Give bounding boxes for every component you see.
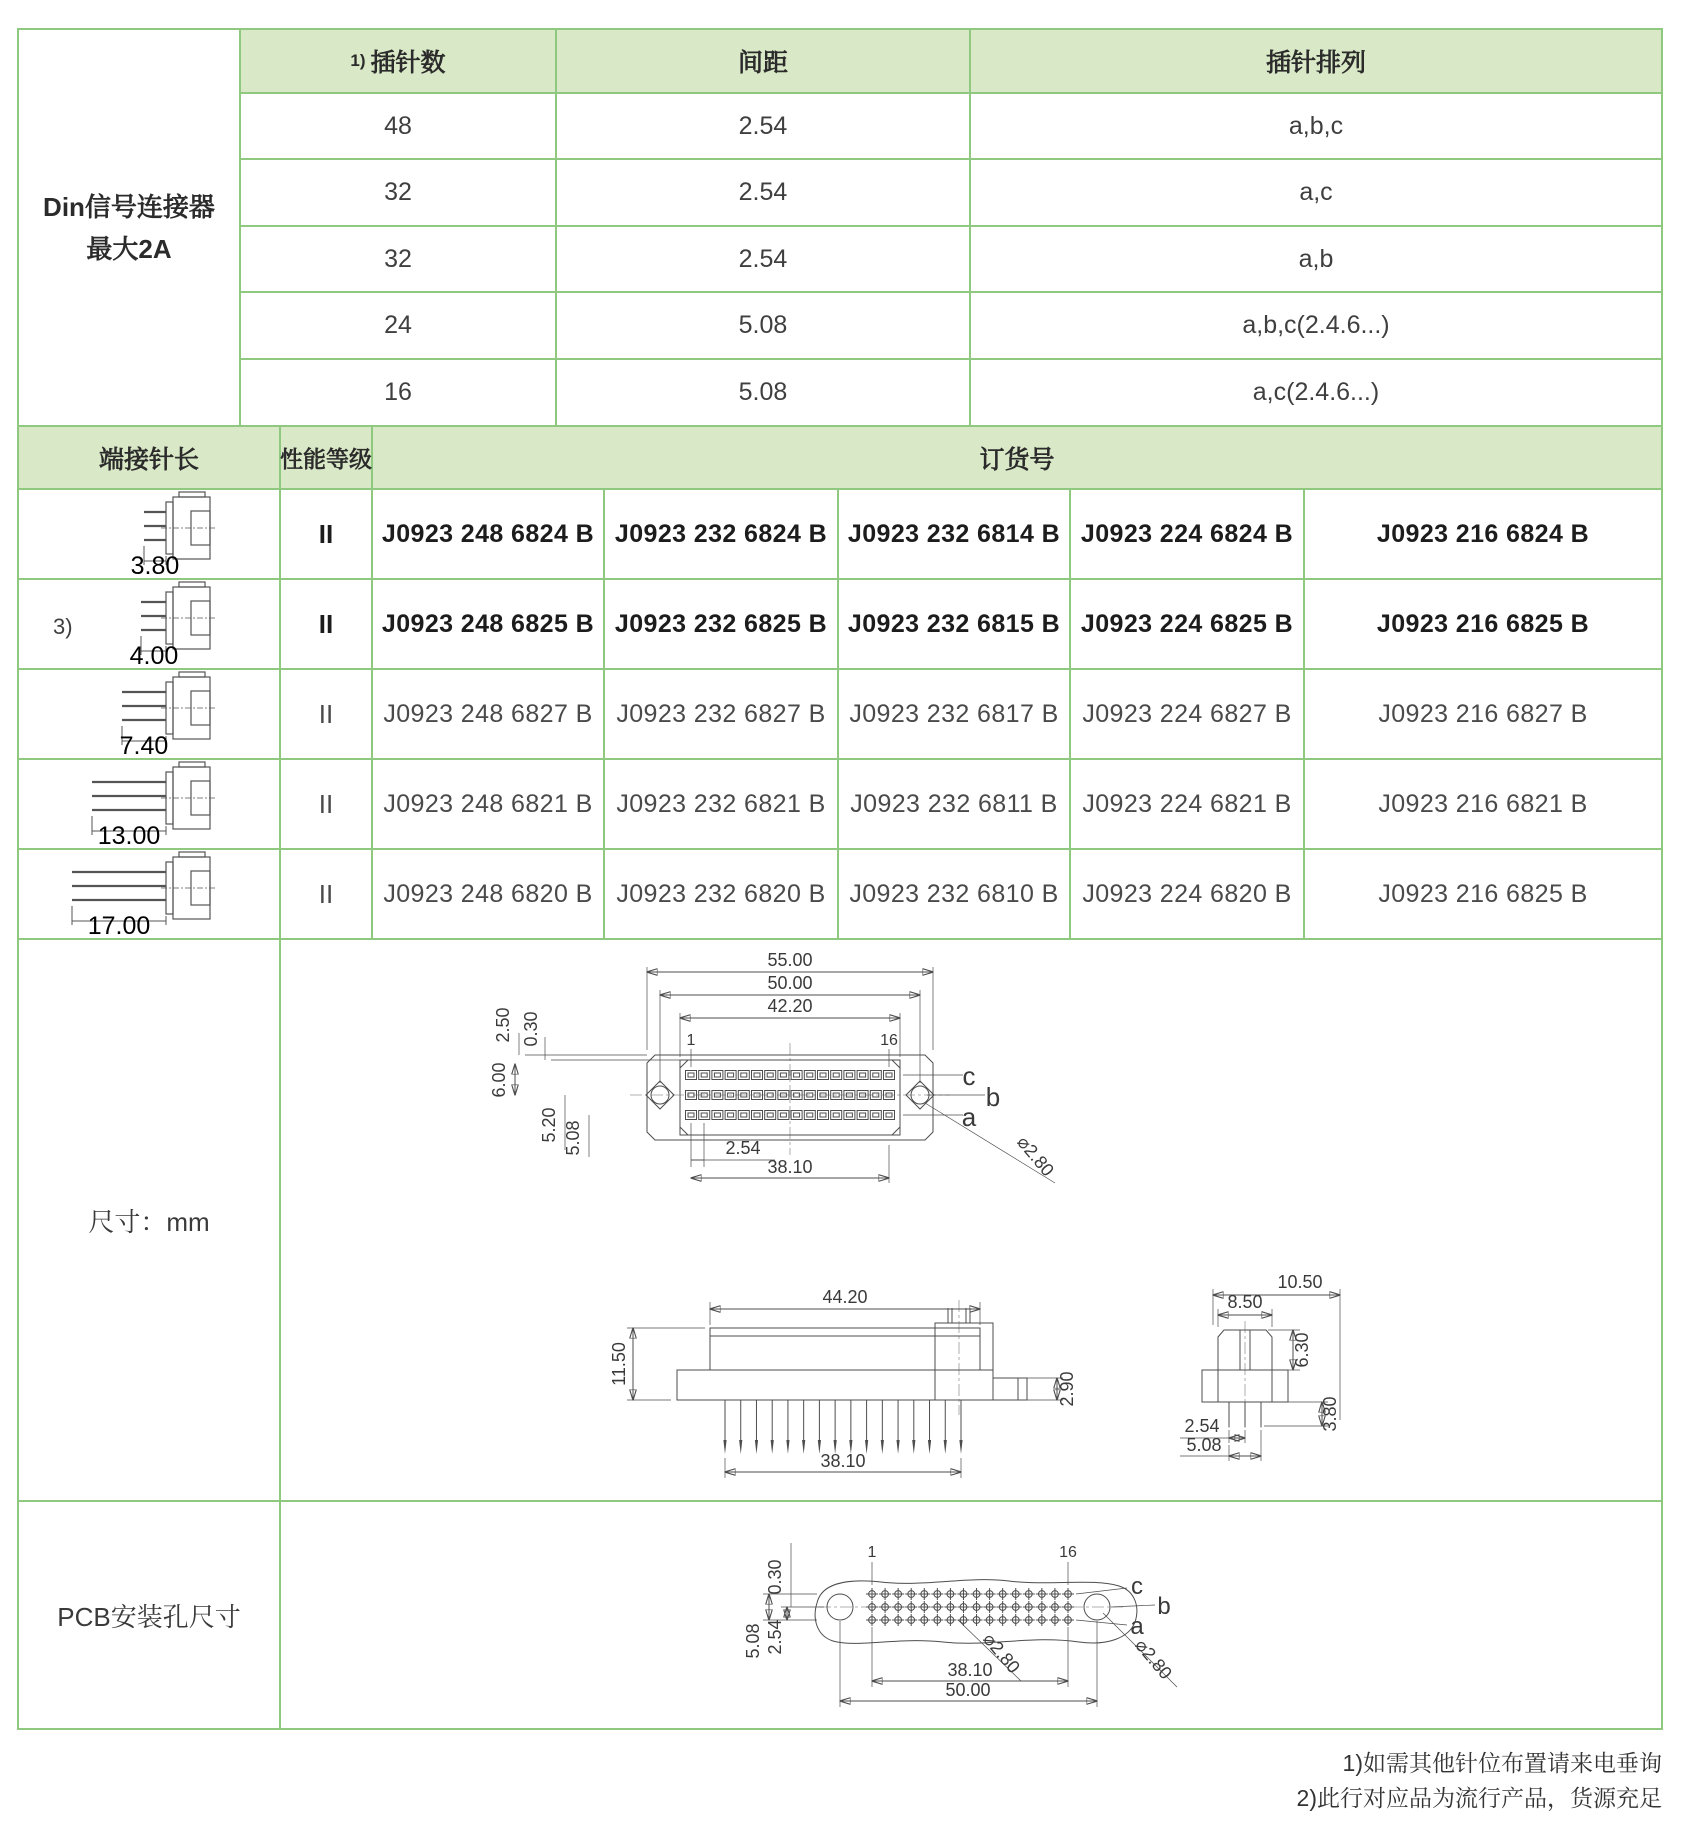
order-number-cell: J0923 224 6821 B <box>1071 760 1303 848</box>
pin-16-label: 16 <box>880 1032 898 1049</box>
pin-length-dim: 7.40 <box>119 732 169 758</box>
header-pin-count <box>241 30 555 92</box>
pin-count-cell: 48 <box>241 94 555 158</box>
grade-cell: II <box>281 670 371 758</box>
order-number-cell: J0923 232 6810 B <box>839 850 1069 938</box>
pcb-section <box>19 1502 1661 1728</box>
dim-50-00: 50.00 <box>945 1680 991 1700</box>
order-number-cell: J0923 248 6825 B <box>373 580 603 668</box>
order-number-cell: J0923 232 6821 B <box>605 760 837 848</box>
grade-cell: II <box>281 490 371 578</box>
row-b-label: b <box>1157 1593 1171 1620</box>
dim-6-30: 6.30 <box>1292 1332 1312 1368</box>
dim-5-08: 5.08 <box>1186 1435 1222 1455</box>
arrangement-cell: a,c <box>971 160 1661 225</box>
order-number-cell: J0923 216 6825 B <box>1305 580 1661 668</box>
pitch-cell: 5.08 <box>557 360 969 425</box>
arrangement-cell: a,c(2.4.6...) <box>971 360 1661 425</box>
order-number-cell: J0923 216 6821 B <box>1305 760 1661 848</box>
order-number-cell: J0923 248 6827 B <box>373 670 603 758</box>
footnote-ref-1: 1) <box>350 51 366 70</box>
pin-count-section <box>19 30 1661 425</box>
grade-cell: II <box>281 580 371 668</box>
dim-2-50: 2.50 <box>493 1007 513 1043</box>
order-number-cell: J0923 224 6827 B <box>1071 670 1303 758</box>
dim-dia-2-80: ⌀2.80 <box>1131 1635 1177 1684</box>
order-number-cell: J0923 224 6825 B <box>1071 580 1303 668</box>
dim-38-10: 38.10 <box>767 1157 813 1177</box>
pin-count-cell: 32 <box>241 227 555 291</box>
footnote-1: 1)如需其他针位布置请来电垂询 <box>1342 1750 1662 1776</box>
dim-2-54: 2.54 <box>725 1138 761 1158</box>
dim-5-20: 5.20 <box>539 1107 559 1143</box>
header-pin-count-label: 插针数 <box>370 49 446 77</box>
pitch-cell: 5.08 <box>557 293 969 358</box>
dim-3-80: 3.80 <box>1320 1396 1340 1432</box>
pitch-cell: 2.54 <box>557 227 969 291</box>
row-b-label: b <box>985 1082 1001 1112</box>
dimension-drawings <box>281 940 1661 1500</box>
order-number-cell: J0923 216 6824 B <box>1305 490 1661 578</box>
order-number-cell: J0923 232 6817 B <box>839 670 1069 758</box>
grade-cell: II <box>281 850 371 938</box>
order-number-cell: J0923 224 6820 B <box>1071 850 1303 938</box>
header-grade: 性能等级 <box>281 427 371 488</box>
header-pin-length: 端接针长 <box>19 427 279 488</box>
grade-cell: II <box>281 760 371 848</box>
end-view-drawing <box>1150 1272 1470 1475</box>
order-number-cell: J0923 248 6821 B <box>373 760 603 848</box>
pin-length-cell <box>19 670 279 758</box>
front-view-drawing <box>489 945 1115 1200</box>
dim-11-50: 11.50 <box>609 1342 629 1386</box>
pin-length-cell <box>19 490 279 578</box>
pitch-cell: 2.54 <box>557 94 969 158</box>
datasheet-table <box>17 28 1663 1730</box>
dim-dia-2-80: ⌀2.80 <box>1013 1132 1059 1181</box>
row-a-label: a <box>1130 1613 1144 1640</box>
order-number-cell: J0923 224 6824 B <box>1071 490 1303 578</box>
arrangement-cell: a,b,c <box>971 94 1661 158</box>
side-view-drawing <box>605 1287 1105 1490</box>
order-number-cell: J0923 232 6825 B <box>605 580 837 668</box>
header-order-number: 订货号 <box>373 427 1661 488</box>
order-number-cell: J0923 248 6824 B <box>373 490 603 578</box>
row-c-label: c <box>962 1061 976 1091</box>
pcb-label: PCB安装孔尺寸 <box>19 1502 279 1728</box>
pin-1-label: 1 <box>686 1032 696 1049</box>
connector-pin-icon <box>64 580 234 668</box>
dimensions-section <box>19 940 1661 1500</box>
pcb-drawing-cell <box>281 1502 1661 1728</box>
dim-38-10: 38.10 <box>820 1451 866 1471</box>
pin-length-dim: 4.00 <box>129 642 179 668</box>
row-a-label: a <box>961 1102 977 1132</box>
pin-length-dim: 13.00 <box>97 822 161 848</box>
order-number-cell: J0923 216 6827 B <box>1305 670 1661 758</box>
pin-count-cell: 32 <box>241 160 555 225</box>
pin-length-dim: 3.80 <box>130 552 180 578</box>
pin-16-label: 16 <box>1059 1544 1077 1561</box>
pin-1-label: 1 <box>867 1544 877 1561</box>
family-label <box>19 30 239 425</box>
pin-length-cell <box>19 850 279 938</box>
order-number-cell: J0923 232 6824 B <box>605 490 837 578</box>
dim-0-30: 0.30 <box>765 1559 785 1595</box>
arrangement-cell: a,b,c(2.4.6...) <box>971 293 1661 358</box>
order-number-cell: J0923 232 6827 B <box>605 670 837 758</box>
dim-50: 50.00 <box>767 973 813 993</box>
dim-38-10: 38.10 <box>947 1660 993 1680</box>
header-pitch: 间距 <box>557 30 969 92</box>
family-label-line2: 最大2A <box>86 233 172 264</box>
row-c-label: c <box>1131 1573 1143 1600</box>
dim-10-50: 10.50 <box>1277 1272 1323 1292</box>
footnotes <box>1297 1746 1662 1816</box>
order-number-cell: J0923 232 6811 B <box>839 760 1069 848</box>
pin-trio <box>1229 1402 1261 1427</box>
dim-42-2: 42.20 <box>767 996 813 1016</box>
dim-6-00: 6.00 <box>489 1062 509 1098</box>
connector-pin-icon <box>64 760 234 848</box>
footnote-ref-3: 3) <box>53 614 73 639</box>
pin-count-cell: 24 <box>241 293 555 358</box>
connector-pin-icon <box>64 670 234 758</box>
footnote-2: 2)此行对应品为流行产品，货源充足 <box>1296 1785 1662 1811</box>
connector-pin-icon <box>64 490 234 578</box>
dim-0-30: 0.30 <box>521 1011 541 1047</box>
dim-2-90: 2.90 <box>1057 1371 1077 1407</box>
pin-count-cell: 16 <box>241 360 555 425</box>
order-number-cell: J0923 216 6825 B <box>1305 850 1661 938</box>
dim-2-54: 2.54 <box>765 1619 785 1655</box>
pin-length-cell <box>19 760 279 848</box>
dim-5-08: 5.08 <box>743 1623 763 1659</box>
pcb-hole-drawing <box>731 1535 1211 1720</box>
header-arrangement: 插针排列 <box>971 30 1661 92</box>
order-number-cell: J0923 248 6820 B <box>373 850 603 938</box>
pitch-cell: 2.54 <box>557 160 969 225</box>
dim-dia-2-80: ⌀2.80 <box>979 1629 1025 1678</box>
pin-length-dim: 17.00 <box>87 912 151 938</box>
order-number-cell: J0923 232 6815 B <box>839 580 1069 668</box>
connector-pin-icon <box>64 850 234 938</box>
pin-row <box>723 1400 962 1454</box>
dim-2-54: 2.54 <box>1184 1416 1220 1436</box>
pin-length-cell <box>19 580 279 668</box>
dim-8-50: 8.50 <box>1227 1292 1263 1312</box>
dim-55: 55.00 <box>767 950 813 970</box>
order-number-cell: J0923 232 6820 B <box>605 850 837 938</box>
dimensions-label: 尺寸：mm <box>19 940 279 1500</box>
order-number-cell: J0923 232 6814 B <box>839 490 1069 578</box>
family-label-line1: Din信号连接器 <box>43 191 215 222</box>
dim-44-20: 44.20 <box>822 1287 868 1307</box>
dim-5-08: 5.08 <box>563 1120 583 1156</box>
order-number-section <box>19 427 1661 938</box>
arrangement-cell: a,b <box>971 227 1661 291</box>
